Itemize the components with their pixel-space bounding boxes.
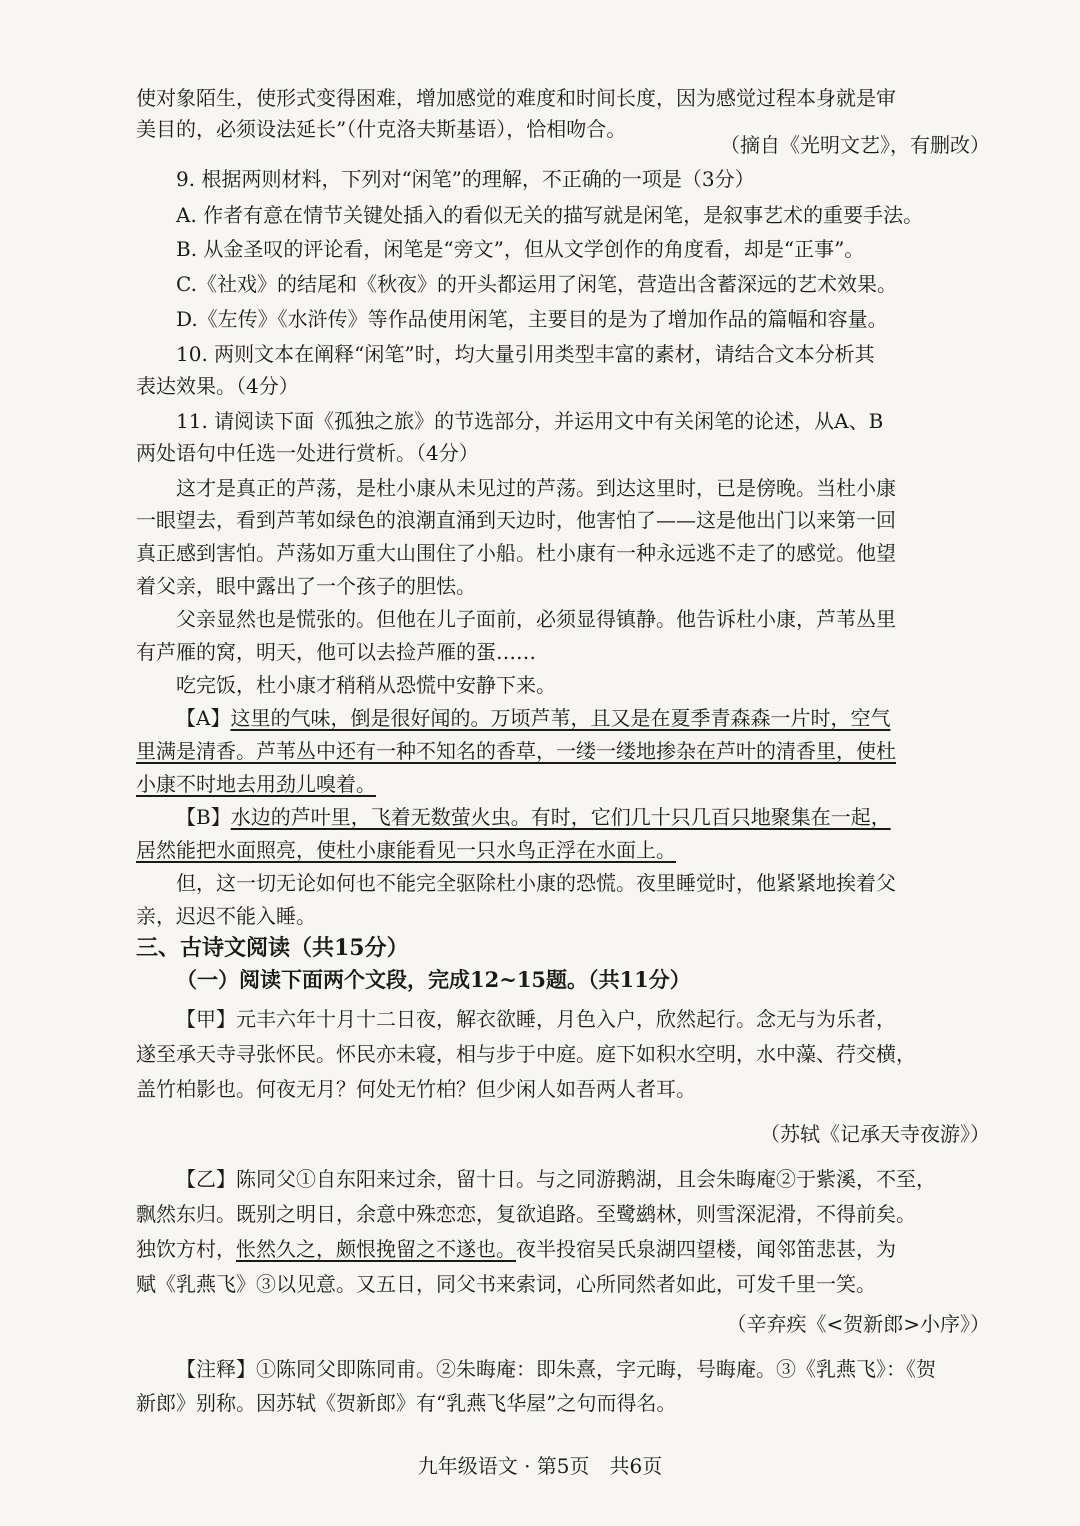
jia-line: 【甲】元丰六年十月十二日夜，解衣欲睡，月色入户，欣然起行。念无与为乐者， — [176, 1007, 896, 1031]
passage-a-line: 小康不时地去用劲儿嗅着。 — [136, 772, 376, 796]
question-9-stem: 9. 根据两则材料，下列对“闲笔”的理解，不正确的一项是（3分） — [176, 167, 755, 191]
question-10: 10. 两则文本在阐释“闲笔”时，均大量引用类型丰富的素材，请结合文本分析其 — [176, 342, 875, 366]
question-9-option-a: A. 作者有意在情节关键处插入的看似无关的描写就是闲笔，是叙事艺术的重要手法。 — [176, 203, 924, 227]
passage-b-text: 水边的芦叶里，飞着无数萤火虫。有时，它们几十只几百只地聚集在一起， — [230, 805, 891, 829]
page-footer: 九年级语文 · 第5页 共6页 — [417, 1454, 663, 1478]
passage-line: 有芦雁的窝，明天，他可以去捡芦雁的蛋…… — [136, 640, 536, 664]
yi-underlined-text: 怅然久之，颇恨挽留之不遂也。 — [236, 1237, 516, 1261]
notes-line: 【注释】①陈同父即陈同甫。②朱晦庵：即朱熹，字元晦，号晦庵。③《乳燕飞》：《贺 — [176, 1357, 936, 1381]
passage-line: 但，这一切无论如何也不能完全驱除杜小康的恐慌。夜里睡觉时，他紧紧地挨着父 — [176, 871, 896, 895]
passage-b-line — [176, 803, 891, 831]
source-citation: （摘自《光明文艺》，有删改） — [720, 133, 990, 157]
jia-line: 盖竹柏影也。何夜无月？何处无竹柏？但少闲人如吾两人者耳。 — [136, 1077, 696, 1101]
yi-text: 独饮方村， — [136, 1237, 236, 1261]
question-11: 11. 请阅读下面《孤独之旅》的节选部分，并运用文中有关闲笔的论述，从A、B — [176, 409, 884, 433]
passage-line: 父亲显然也是慌张的。但他在儿子面前，必须显得镇静。他告诉杜小康，芦苇丛里 — [176, 607, 896, 631]
passage-line: 吃完饭，杜小康才稍稍从恐慌中安静下来。 — [176, 673, 556, 697]
section-3-title: 三、古诗文阅读（共15分） — [136, 935, 409, 961]
passage-line: 一眼望去，看到芦苇如绿色的浪潮直涌到天边时，他害怕了——这是他出门以来第一回 — [136, 508, 896, 532]
yi-line: 赋《乳燕飞》③以见意。又五日，同父书来索词，心所同然者如此，可发千里一笑。 — [136, 1272, 876, 1296]
yi-line: 【乙】陈同父①自东阳来过余，留十日。与之同游鹅湖，且会朱晦庵②于紫溪，不至， — [176, 1167, 936, 1191]
yi-line: 飘然东归。既别之明日，余意中殊恋恋，复欲追路。至鹭鹚林，则雪深泥滑，不得前矣。 — [136, 1202, 916, 1226]
text-line: 美目的，必须设法延长”（什克洛夫斯基语），恰相吻合。 — [136, 117, 627, 141]
passage-line: 真正感到害怕。芦荡如万重大山围住了小船。杜小康有一种永远逃不走了的感觉。他望 — [136, 541, 896, 565]
passage-line: 亲，迟迟不能入睡。 — [136, 904, 316, 928]
yi-line — [136, 1235, 896, 1263]
question-9-option-d: D.《左传》《水浒传》等作品使用闲笔，主要目的是为了增加作品的篇幅和容量。 — [176, 307, 888, 331]
yi-source: （辛弃疾《<贺新郎>小序》） — [726, 1312, 990, 1336]
passage-line: 着父亲，眼中露出了一个孩子的胆怯。 — [136, 574, 476, 598]
jia-source: （苏轼《记承天寺夜游》） — [760, 1122, 990, 1146]
passage-line: 这才是真正的芦荡，是杜小康从未见过的芦荡。到达这里时，已是傍晚。当杜小康 — [176, 476, 896, 500]
question-10: 表达效果。（4分） — [136, 374, 299, 398]
question-9-option-c: C.《社戏》的结尾和《秋夜》的开头都运用了闲笔，营造出含蓄深远的艺术效果。 — [176, 272, 897, 296]
passage-a-tag: 【A】 — [176, 706, 231, 730]
section-3-subtitle: （一）阅读下面两个文段，完成12~15题。（共11分） — [176, 967, 691, 992]
jia-line: 遂至承天寺寻张怀民。怀民亦未寝，相与步于中庭。庭下如积水空明，水中藻、荇交横， — [136, 1042, 916, 1066]
question-9-option-b: B. 从金圣叹的评论看，闲笔是“旁文”，但从文学创作的角度看，却是“正事”。 — [176, 237, 865, 261]
text-line: 使对象陌生，使形式变得困难，增加感觉的难度和时间长度，因为感觉过程本身就是审 — [136, 86, 896, 110]
yi-text: 夜半投宿吴氏泉湖四望楼，闻邻笛悲甚，为 — [516, 1237, 896, 1261]
question-11: 两处语句中任选一处进行赏析。（4分） — [136, 441, 479, 465]
passage-a-text: 这里的气味，倒是很好闻的。万顷芦苇，且又是在夏季青森森一片时，空气 — [230, 706, 891, 730]
passage-a-line — [176, 704, 890, 732]
passage-a-line: 里满是清香。芦苇丛中还有一种不知名的香草，一缕一缕地掺杂在芦叶的清香里，使杜 — [136, 739, 896, 763]
notes-line: 新郎》别称。因苏轼《贺新郎》有“乳燕飞华屋”之句而得名。 — [136, 1391, 677, 1415]
passage-b-line: 居然能把水面照亮，使杜小康能看见一只水鸟正浮在水面上。 — [136, 838, 676, 862]
passage-b-tag: 【B】 — [176, 805, 231, 829]
